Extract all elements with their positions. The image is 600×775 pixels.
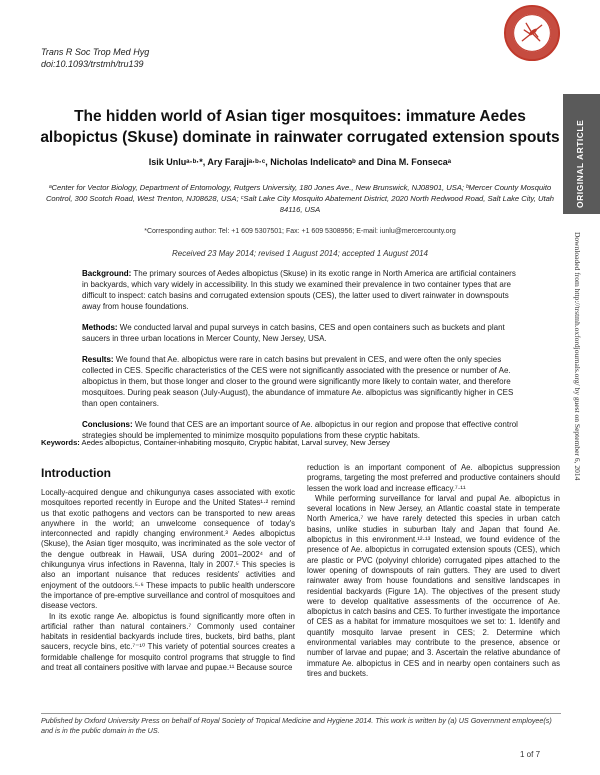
intro-paragraph: reduction is an important component of Ae. albopictus suppression programs, targeting the most preferred and productive containers should lessen the work load and increase efficacy.⁷·¹¹ [307,463,560,493]
journal-name: Trans R Soc Trop Med Hyg [41,47,150,57]
abstract-results: Results: We found that Ae. albopictus were rare in catch basins but prevalent in CES, and were often the only species collected in CES. Specific characteristics of the CES were not significantly associated with the presence or number of Ae. albopictus in them, but those longer and closer to the ground were significantly more likely to contain water, and therefore mosquitoes. During peak season (July-August), the abundance of immature Ae. albopictus was significantly higher in CES than open containers. [82,355,514,408]
intro-paragraph: In its exotic range Ae. albopictus is found significantly more often in artificial rather than natural containers.⁷ Commonly used container habitats in residential backyards include tires, buckets, bird baths, plant saucers, recycle bins, etc.⁷⁻¹⁰ This variety of potential sources creates a formidable challenge for mosquito control programs that struggle to find and treat all containers positive with larvae and pupae.¹¹ Because source [41,611,295,673]
journal-header [41,46,149,70]
keywords [41,438,561,447]
author-list: Isik Unluᵃ·ᵇ·*, Ary Farajiᵃ·ᵇ·ᶜ, Nicholas Indelicatoᵇ and Dina M. Fonsecaᵃ [148,157,452,167]
download-note: Downloaded from http://trstmh.oxfordjournals.org/ by guest on September 6, 2014 [573,232,582,481]
abstract-background: Background: The primary sources of Aedes albopictus (Skuse) in its exotic range in North America are artificial containers in backyards, which vary widely in accessibility. In this study we examined their prevalence in two container types that are difficult to inspect: catch basins and corrugated extension spouts (CES), the latter used to divert rainwater in downspouts away from house foundations. [82,269,516,311]
correspondence: *Corresponding author: Tel: +1 609 5307501; Fax: +1 609 5308956; E-mail: iunlu@mercercounty.org [144,228,456,235]
affiliations: ᵃCenter for Vector Biology, Department of Entomology, Rutgers University, 180 Jones Ave., New Brunswick, NJ08901, USA; ᵇMercer County Mosquito Control, 300 Scotch Road, West Trenton, NJ08628, USA; ᶜSalt Lake City Mosquito Abatement District, 2020 North Redwood Road, Salt Lake City, Utah 84116, USA [45,183,555,214]
intro-paragraph: Locally-acquired dengue and chikungunya cases associated with exotic mosquitoes reported recently in Europe and the United States¹·² remind us that exotic pathogens and vectors can be transported to new areas anywhere in the world; an unwelcome consequence of today's interconnected and rapidly changing environment.³ Aedes albopictus (Skuse), the Asian tiger mosquito, was incriminated as the sole vector of the dengue outbreak in Hawaii, USA during 2001–2002⁴ and of chikungunya virus infections in Ravenna, Italy in 2007.⁵ This species is also an important nuisance that reduces residents' activities and enjoyment of the outdoors.⁵·⁶ These impacts to public health underscore the importance of pre-emptive surveillance and control of mosquitoes and disease vectors. [41,488,295,611]
page-number: 1 of 7 [520,750,541,759]
introduction-right-column [307,463,560,679]
introduction-left-column [41,488,295,673]
article-title: The hidden world of Asian tiger mosquitoes: immature Aedes albopictus (Skuse) dominate in rainwater corrugated extension spouts [40,108,560,146]
abstract-conclusions: Conclusions: We found that CES are an important source of Ae. albopictus in our region and propose that effective control strategies should be implemented to minimize mosquito populations from these cryptic habitats. [82,420,518,440]
original-article-tab [563,94,600,214]
footer-divider [41,713,561,714]
publisher-note: Published by Oxford University Press on behalf of Royal Society of Tropical Medicine and Hygiene 2014. This work is written by (a) US Government employee(s) and is in the public domain in the US. [41,716,552,735]
intro-paragraph: While performing surveillance for larval and pupal Ae. albopictus in several locations in New Jersey, an Atlantic coastal state in temperate North America,⁷ we have rarely detected this species in urban catch basins, unlike studies in suburban Italy and Japan that found Ae. albopictus in this environment.¹²·¹³ Instead, we found evidence of the presence of Ae. albopictus in corrugated extension spouts (CES), which are plastic or PVC (polyvinyl chloride) corrugated pipes attached to the lower opening of downspouts of rain gutters. They are used to divert rainwater away from house foundations and sensitive landscapes in residential backyards (Figure 1A). The objectives of the present study were to develop qualitative assessments of the occurrence of Ae. albopictus in catch basins and CES. To further investigate the importance of CES as a habitat for immature mosquitoes we set to: 1. Identify and quantify mosquito larvae present in CES; 2. Determine which environmental variables may contribute to the presence, absence or number of larvae and pupae; and 3. Ascertain the relative abundance of immature Ae. albopictus in CES and in nearby open containers such as tires and buckets. [307,493,560,678]
side-tab-label: ORIGINAL ARTICLE [575,119,585,208]
journal-doi: doi:10.1093/trstmh/tru139 [41,59,144,69]
keywords-label: Keywords: [41,438,80,447]
abstract [82,268,518,451]
received-dates: Received 23 May 2014; revised 1 August 2014; accepted 1 August 2014 [171,249,429,258]
society-seal-logo [503,4,561,62]
keywords-text: Aedes albopictus, Container-inhabiting mosquito, Cryptic habitat, Larval survey, New Jersey [81,438,390,447]
abstract-methods: Methods: We conducted larval and pupal surveys in catch basins, CES and open containers such as buckets and plant saucers in three urban locations in Mercer County, New Jersey, USA. [82,323,505,343]
introduction-heading: Introduction [41,466,111,480]
